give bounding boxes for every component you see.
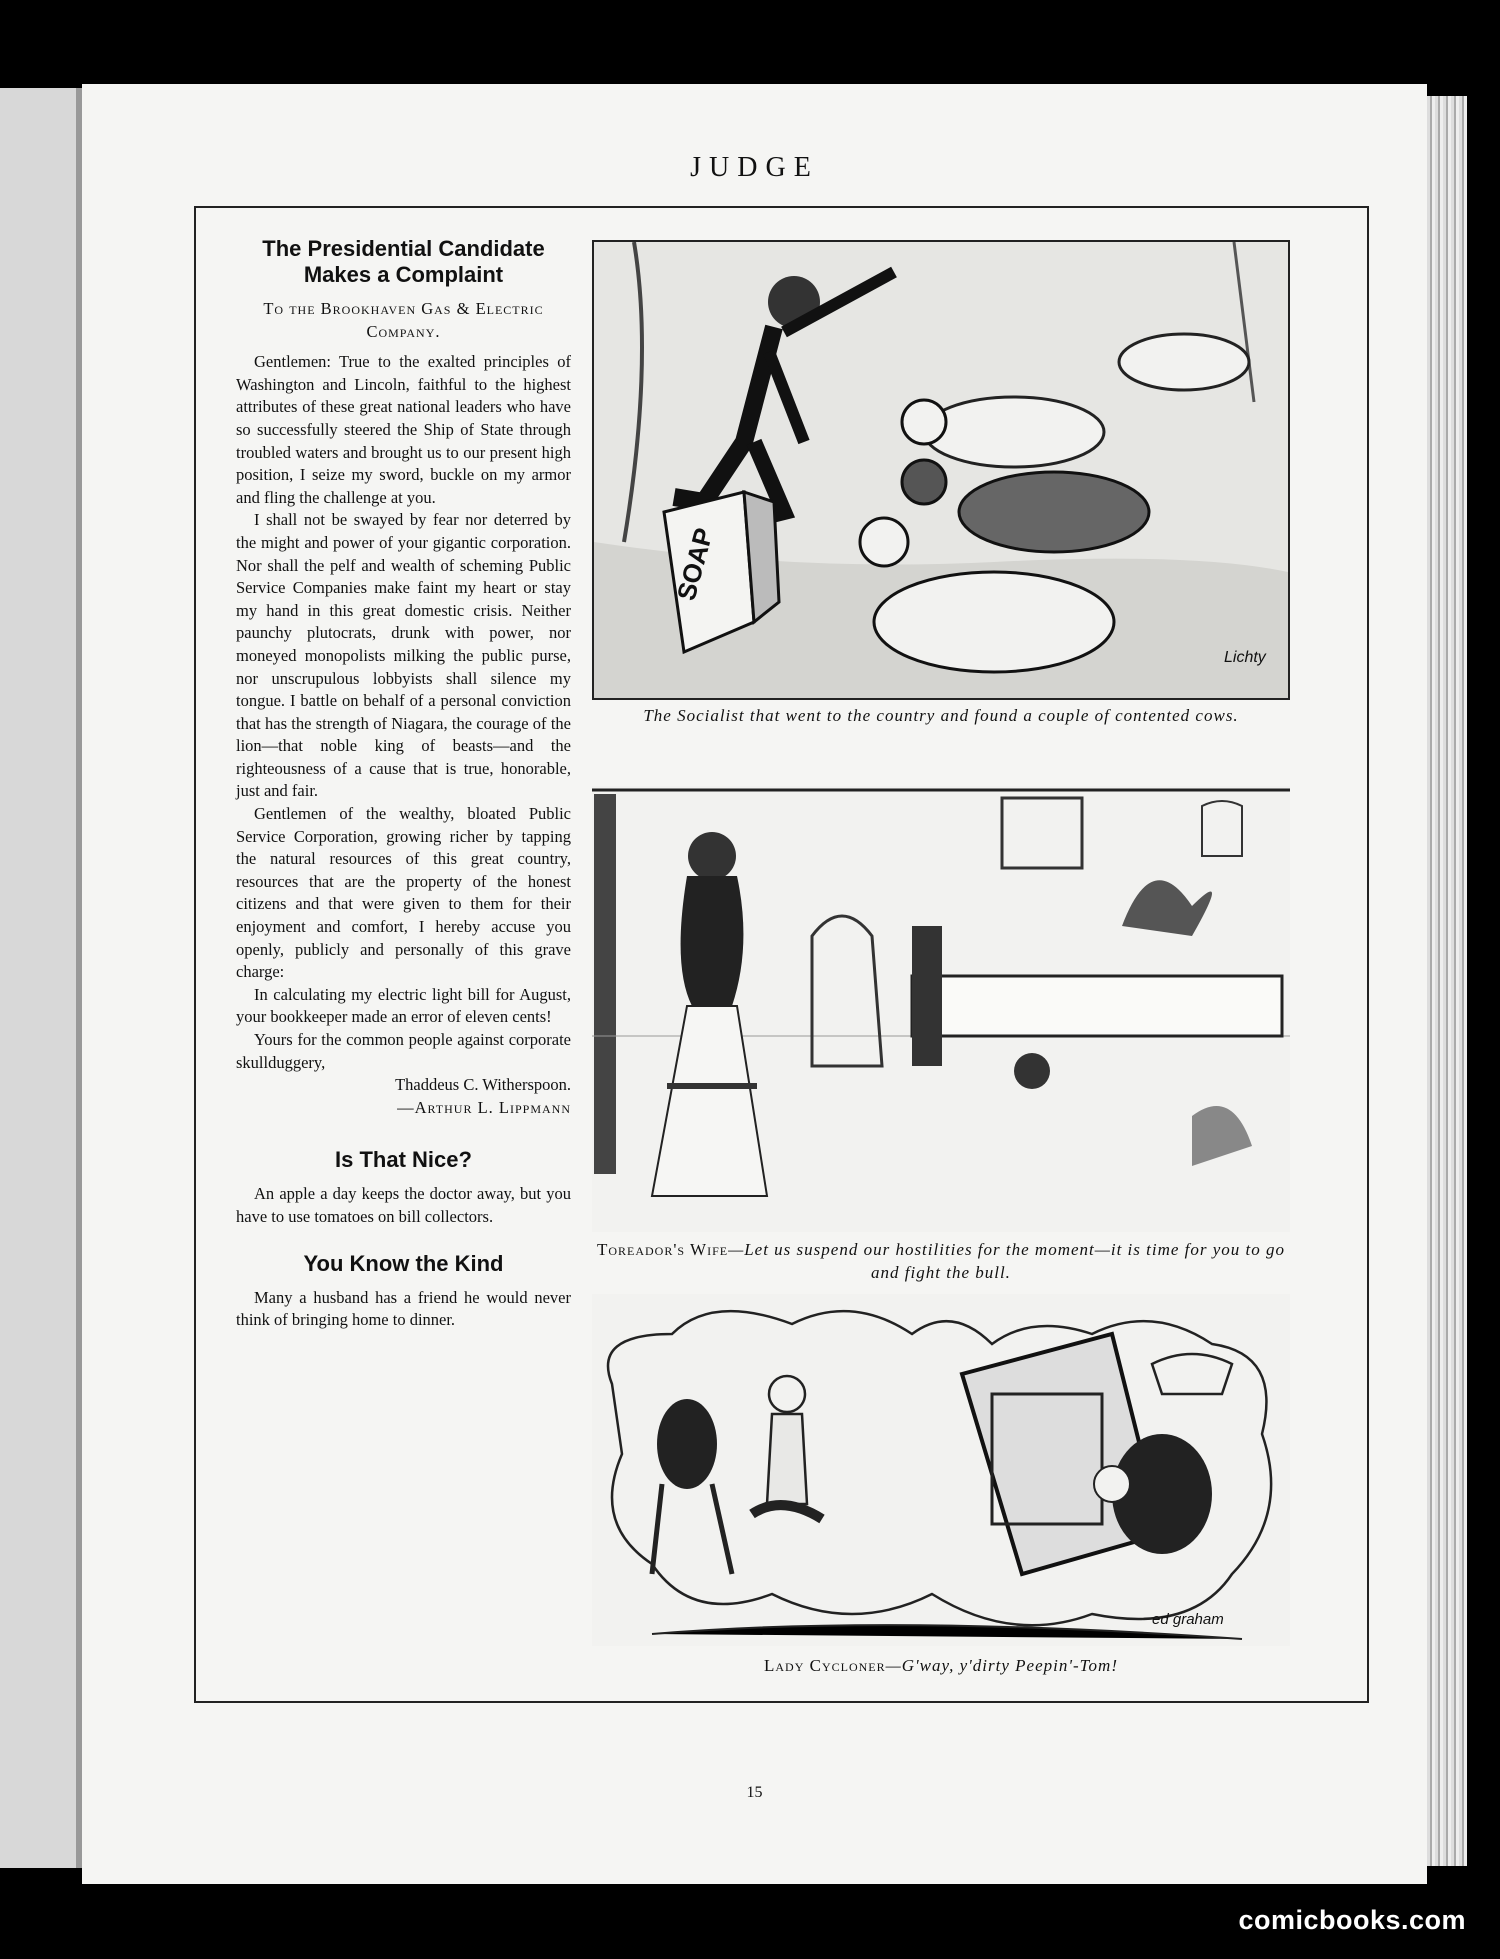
- article-title: You Know the Kind: [303, 1250, 504, 1276]
- content-frame: [194, 206, 1369, 1703]
- caption-speaker: Lady Cycloner: [764, 1656, 886, 1675]
- article-paragraph: Gentlemen of the wealthy, bloated Public Service Corporation, growing richer by tapping the natural resources of this great country, resources that are the property of the honest citizens and that were given to them for their enjoyment and comfort, I hereby accuse you openly, publicly and personally of this grave charge:: [236, 804, 571, 982]
- article-paragraph: Gentlemen: True to the exalted principles of Washington and Lincoln, faithful to the highest attributes of these great national leaders who have so successfully steered the Ship of State through troubled waters and brought us to our present high position, I seize my sword, buckle on my armor and fling the challenge at you.: [236, 352, 571, 507]
- caption-speaker: Toreador's Wife: [596, 1240, 729, 1259]
- cartoon-lady-cycloner: [592, 1294, 1290, 1646]
- caption-text: —Let us suspend our hostilities for the moment—it is time for you to go and fight the bull.: [728, 1240, 1286, 1282]
- watermark: comicbooks.com: [1238, 1905, 1466, 1935]
- article-paragraph: In calculating my electric light bill for August, your bookkeeper made an error of eleven cents!: [236, 984, 571, 1027]
- page-stack-edge: [1427, 96, 1467, 1866]
- article-paragraph: Many a husband has a friend he would never think of bringing home to dinner.: [236, 1287, 571, 1330]
- artist-signature: Lichty: [1224, 649, 1266, 666]
- article-title: Is That Nice?: [335, 1147, 472, 1173]
- magazine-page: [82, 84, 1427, 1884]
- article-author: —Arthur L. Lippmann: [397, 1097, 571, 1117]
- cartoon-drawing: [592, 1294, 1290, 1646]
- cartoon-caption: [592, 1238, 1290, 1284]
- left-page-edge: [0, 88, 82, 1868]
- article-paragraph: An apple a day keeps the doctor away, but you have to use tomatoes on bill collectors.: [236, 1184, 571, 1226]
- page-number: 15: [746, 1784, 763, 1801]
- running-head: JUDGE: [690, 152, 819, 183]
- cartoon-drawing: [594, 242, 1288, 698]
- article-title: The Presidential Candidate Makes a Complaint: [262, 236, 545, 287]
- article-paragraph: Yours for the common people against corporate skullduggery,: [236, 1030, 571, 1072]
- cartoon-caption: The Socialist that went to the country and found a couple of contented cows.: [643, 706, 1239, 725]
- article-address: To the Brookhaven Gas & Electric Company.: [263, 299, 544, 341]
- cartoon-socialist-cows: [592, 240, 1290, 700]
- article-signature: Thaddeus C. Witherspoon.: [395, 1075, 571, 1095]
- cartoon-drawing: [592, 786, 1290, 1232]
- cartoon-toreadors-wife: [592, 786, 1290, 1232]
- soap-box-label: SOAP: [670, 524, 719, 604]
- cartoon-caption: [592, 1654, 1290, 1677]
- artist-signature: ed graham: [1152, 1611, 1224, 1628]
- caption-text: —G'way, y'dirty Peepin'-Tom!: [885, 1656, 1118, 1675]
- article-paragraph: I shall not be swayed by fear nor deterred by the might and power of your gigantic corporation. Nor shall the pelf and wealth of scheming Public Service Companies make faint my heart or stay my hand in this great domestic crisis. Neither paunchy plutocrats, drunk with power, nor moneyed monopolists milking the public purse, nor unscrupulous lobbyists shall silence my tongue. I battle on behalf of a personal conviction that has the strength of Niagara, the courage of the lion—that noble king of beasts—and the righteousness of a cause that is true, honorable, just and fair.: [236, 510, 571, 801]
- text-column: [236, 236, 571, 1332]
